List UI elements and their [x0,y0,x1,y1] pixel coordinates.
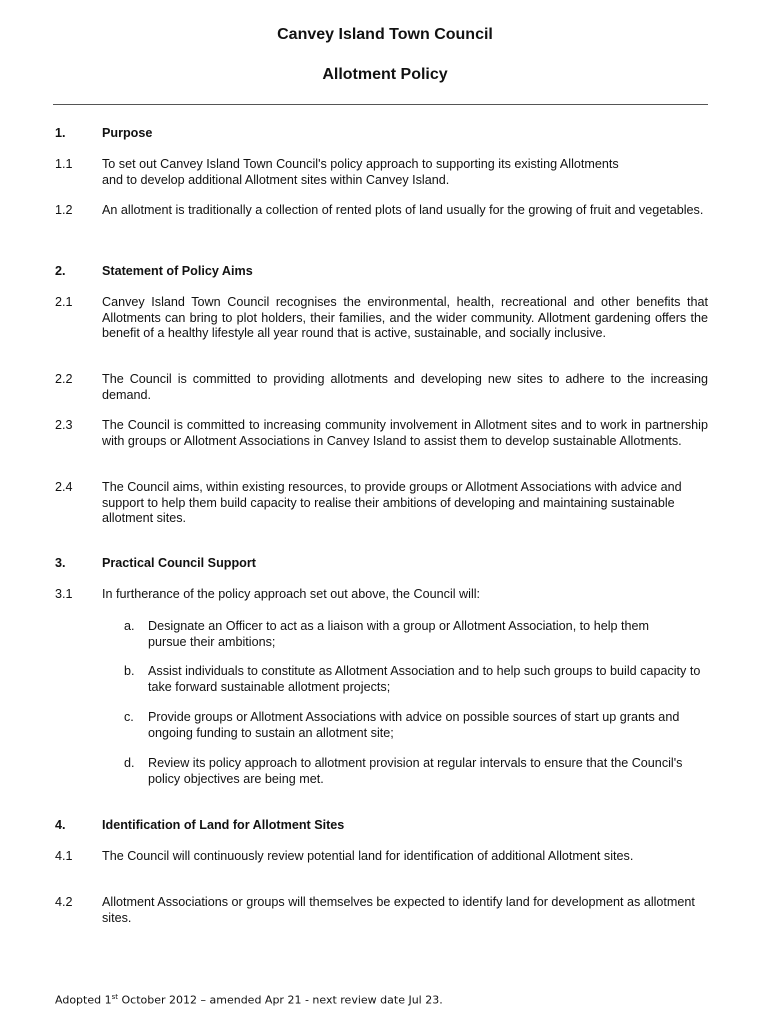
section-title: Statement of Policy Aims [102,264,253,278]
section-number: 1. [55,126,66,140]
clause-text: The Council is committed to providing allotments and developing new sites to adhere to the increasing demand. [102,372,708,402]
section-title: Identification of Land for Allotment Sites [102,818,345,832]
footer-suffix: October 2012 – amended Apr 21 - next review date Jul 23. [118,993,443,1007]
subclause-letter: d. [124,756,135,770]
clause-number: 3.1 [55,587,73,601]
document-title: Canvey Island Town Council [277,26,493,43]
clause-number: 1.2 [55,203,73,217]
section-number: 3. [55,556,66,570]
subclause-letter: b. [124,664,135,678]
footer-superscript: st [111,993,118,1001]
clause-text: The Council will continuously review potential land for identification of additional Allotment sites. [102,849,634,863]
clause-number: 2.4 [55,480,73,494]
document-subtitle: Allotment Policy [322,66,448,83]
clause-number: 2.2 [55,372,73,386]
section-title: Purpose [102,126,153,140]
clause-text: In furtherance of the policy approach set out above, the Council will: [102,587,481,601]
footer-note [55,993,443,1007]
subclause-text: Provide groups or Allotment Associations with advice on possible sources of start up grants and ongoing funding to sustain an allotment site; [148,710,680,740]
clause-text: The Council is committed to increasing community involvement in Allotment sites and to work in partnership with groups or Allotment Associations in Canvey Island to assist them to develop sustainable Allotments. [102,418,708,448]
clause-text: To set out Canvey Island Town Council's policy approach to supporting its existing Allotments and to develop additional Allotment sites within Canvey Island. [102,157,619,187]
section-title: Practical Council Support [102,556,256,570]
subclause-letter: c. [124,710,134,724]
subclause-text: Designate an Officer to act as a liaison with a group or Allotment Association, to help them pursue their ambitions; [148,619,649,649]
clause-text: The Council aims, within existing resources, to provide groups or Allotment Associations with advice and support to help them build capacity to realise their ambitions of developing and maintaining sustainable allotment sites. [102,480,682,525]
clause-text: Allotment Associations or groups will themselves be expected to identify land for development as allotment sites. [102,895,695,925]
header-divider [53,104,708,105]
footer-prefix: Adopted 1 [55,993,112,1007]
subclause-text: Review its policy approach to allotment provision at regular intervals to ensure that the Council's policy objectives are being met. [148,756,683,786]
clause-text: An allotment is traditionally a collection of rented plots of land usually for the growing of fruit and vegetables. [102,203,704,217]
clause-number: 4.2 [55,895,73,909]
clause-number: 2.3 [55,418,73,432]
subclause-letter: a. [124,619,135,633]
clause-number: 1.1 [55,157,73,171]
section-number: 4. [55,818,66,832]
section-number: 2. [55,264,66,278]
clause-number: 2.1 [55,295,73,309]
clause-number: 4.1 [55,849,73,863]
clause-text: Canvey Island Town Council recognises the environmental, health, recreational and other benefits that Allotments can bring to plot holders, their families, and the wider community. Allotment gardening offers the benefit of a healthy lifestyle all year round that is active, sustainable, and socially inclusive. [102,295,708,340]
subclause-text: Assist individuals to constitute as Allotment Association and to help such groups to build capacity to take forward sustainable allotment projects; [148,664,701,694]
